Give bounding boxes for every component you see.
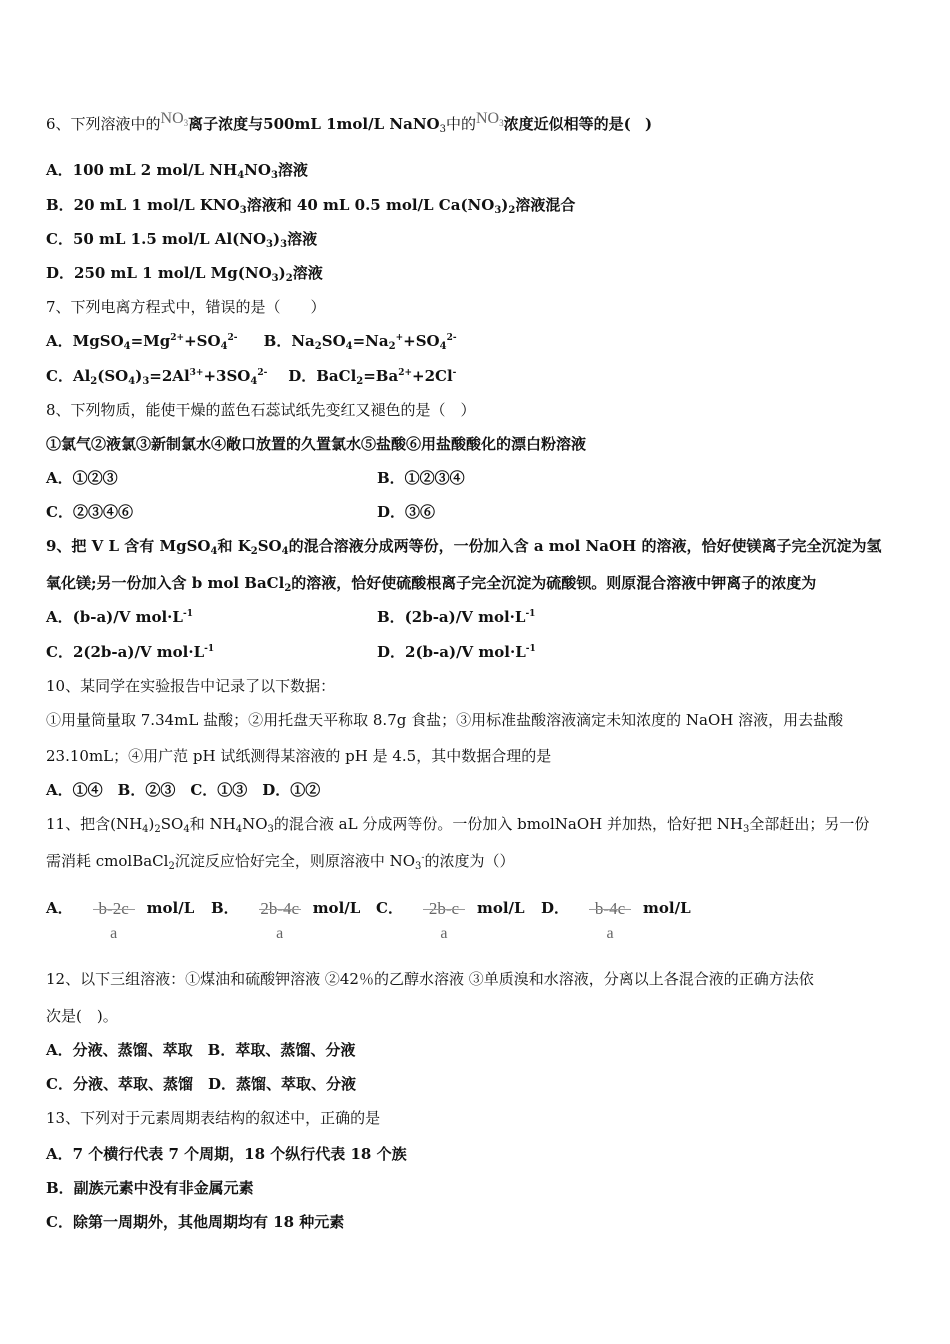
q11-option-a: A． b-2c a mol/L xyxy=(46,885,194,932)
q11-option-c: C． 2b-c a mol/L xyxy=(376,885,525,932)
fraction-b: 2b-4c a xyxy=(260,899,300,942)
q8-list: ①氯气②液氯③新制氯水④敞口放置的久置氯水⑤盐酸⑥用盐酸酸化的漂白粉溶液 xyxy=(46,435,587,453)
q12-options-ab: A．分液、蒸馏、萃取 B．萃取、蒸馏、分液 xyxy=(46,1041,356,1059)
q6-option-d: D．250 mL 1 mol/L $Mg(NO_3)_2$溶液 xyxy=(46,264,323,284)
q13-option-b: B．副族元素中没有非金属元素 xyxy=(46,1179,254,1197)
q13-stem: 13、下列对于元素周期表结构的叙述中，正确的是 xyxy=(46,1109,381,1127)
q9-stem-line2: 氧化镁;另一份加入含 b mol BaCl$_2$的溶液，恰好使硫酸根离子完全沉淀为硫酸钡。则原混合溶液中钾离子的浓度为 xyxy=(46,574,817,594)
q13-option-c: C．除第一周期外，其他周期均有 18 种元素 xyxy=(46,1213,345,1231)
fraction-a: b-2c a xyxy=(91,886,137,932)
q9-option-b: B．(2b-a)/V $mol\cdot L^{-1}$ xyxy=(377,608,536,626)
q9-option-d: D．2(b-a)/V $mol\cdot L^{-1}$ xyxy=(377,643,536,661)
q13-option-a: A．7 个横行代表 7 个周期，18 个纵行代表 18 个族 xyxy=(46,1145,407,1163)
q8-option-d: D．③⑥ xyxy=(377,503,436,521)
q7-options-cd: C．$Al_2(SO_4)_3=2Al^{3+}+3SO_4^{2-}$ D．$BaCl_2=Ba^{2+}+2Cl^-$ xyxy=(46,367,457,387)
q9-option-c: C．2(2b-a)/V $mol\cdot L^{-1}$ xyxy=(46,643,215,661)
q8-option-a: A．①②③ xyxy=(46,469,118,487)
nitrate-ion-image: $NO_3$ xyxy=(475,110,504,128)
q9-stem-line1: 9、把 V L 含有 MgSO$_4$和 $K_2SO_4$的混合溶液分成两等份，一份加入含 a mol NaOH 的溶液，恰好使镁离子完全沉淀为氢 xyxy=(46,537,882,557)
q10-options: A．①④ B．②③ C．①③ D．①② xyxy=(46,781,321,799)
q12-options-cd: C．分液、萃取、蒸馏 D．蒸馏、萃取、分液 xyxy=(46,1075,356,1093)
q8-option-c: C．②③④⑥ xyxy=(46,503,133,521)
q11-option-d: D． b-4c a mol/L xyxy=(541,885,691,932)
q9-option-a: A．(b-a)/V $mol\cdot L^{-1}$ xyxy=(46,608,193,626)
fraction-d: b-4c a xyxy=(587,886,633,932)
nitrate-ion-image: $NO_3$ xyxy=(160,110,189,128)
q10-stem: 10、某同学在实验报告中记录了以下数据： xyxy=(46,677,336,695)
q6-option-a: A．100 mL 2 mol/L $NH_4NO_3$溶液 xyxy=(46,161,308,181)
q11-option-b: B． 2b-4c a mol/L xyxy=(211,885,360,932)
q10-line2: 23.10mL；④用广范 pH 试纸测得某溶液的 pH 是 4.5，其中数据合理的是 xyxy=(46,747,552,765)
q7-options-ab: A．$MgSO_4=Mg^{2+}+SO_4^{2-}$ B．$Na_2SO_4=Na_2^++SO_4^{2-}$ xyxy=(46,332,457,352)
q11-stem-line1: 11、把含$(NH_4)_2SO_4$和 $NH_4NO_3$的混合液 aL 分成两等份。一份加入 bmolNaOH 并加热，恰好把 $NH_3$全部赶出；另一份 xyxy=(46,815,870,835)
q6-stem: 6、下列溶液中的$NO_3$离子浓度与500mL 1mol/L NaNO$_3$中的$NO_3$浓度近似相等的是( ) xyxy=(46,110,653,135)
q10-line1: ①用量筒量取 7.34mL 盐酸；②用托盘天平称取 8.7g 食盐；③用标准盐酸溶液滴定未知浓度的 NaOH 溶液，用去盐酸 xyxy=(46,711,844,729)
q6-option-b: B．20 mL 1 mol/L $KNO_3$溶液和 40 mL 0.5 mol/L $Ca(NO_3)_2$溶液混合 xyxy=(46,196,576,216)
q8-stem: 8、下列物质，能使干燥的蓝色石蕊试纸先变红又褪色的是（ ） xyxy=(46,401,476,419)
q8-option-b: B．①②③④ xyxy=(377,469,465,487)
q12-stem-line2: 次是( )。 xyxy=(46,1007,118,1025)
fraction-c: 2b-c a xyxy=(421,886,467,932)
q6-option-c: C．50 mL 1.5 mol/L $Al(NO_3)_3$溶液 xyxy=(46,230,318,250)
q7-stem: 7、下列电离方程式中，错误的是（ ） xyxy=(46,298,326,316)
q11-stem-line2: 需消耗 cmolBaCl$_2$沉淀反应恰好完全，则原溶液中 $NO_3^-$的浓度为（） xyxy=(46,852,515,872)
q12-stem-line1: 12、以下三组溶液：①煤油和硫酸钾溶液 ②42％的乙醇水溶液 ③单质溴和水溶液，分离以上各混合液的正确方法依 xyxy=(46,970,814,988)
